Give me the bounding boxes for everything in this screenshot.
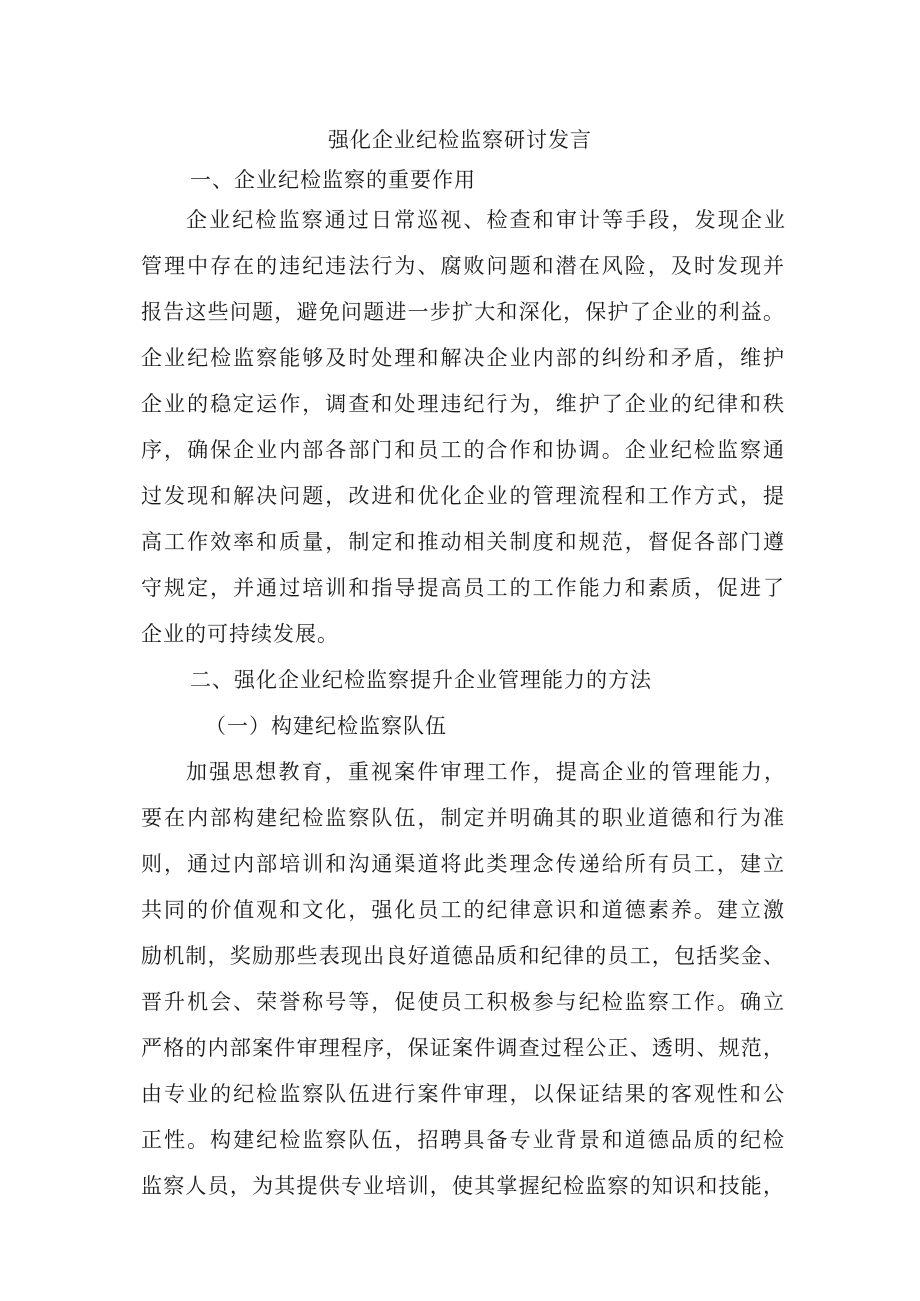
paragraph-line: 正性。构建纪检监察队伍，招聘具备专业背景和道德品质的纪检 [141,1128,785,1152]
paragraph-line: 企业的稳定运作，调查和处理违纪行为，维护了企业的纪律和秩 [141,392,785,416]
paragraph-line: 励机制，奖励那些表现出良好道德品质和纪律的员工，包括奖金、 [141,944,785,968]
paragraph-line: 过发现和解决问题，改进和优化企业的管理流程和工作方式，提 [141,484,785,508]
paragraph-line: 则，通过内部培训和沟通渠道将此类理念传递给所有员工，建立 [141,852,785,876]
paragraph-line: 报告这些问题，避免问题进一步扩大和深化，保护了企业的利益。 [141,300,785,324]
paragraph-line: 晋升机会、荣誉称号等，促使员工积极参与纪检监察工作。确立 [141,990,785,1014]
subsection-heading-1: （一）构建纪检监察队伍 [205,714,447,738]
paragraph-line: 企业纪检监察能够及时处理和解决企业内部的纠纷和矛盾，维护 [141,346,785,370]
paragraph-line: 要在内部构建纪检监察队伍，制定并明确其的职业道德和行为准 [141,806,785,830]
paragraph-line: 管理中存在的违纪违法行为、腐败问题和潜在风险，及时发现并 [141,254,785,278]
section-heading-1: 一、企业纪检监察的重要作用 [190,168,476,192]
section-heading-2: 二、强化企业纪检监察提升企业管理能力的方法 [190,668,652,692]
paragraph-line: 共同的价值观和文化，强化员工的纪律意识和道德素养。建立激 [141,898,785,922]
paragraph-line: 高工作效率和质量，制定和推动相关制度和规范，督促各部门遵 [141,530,785,554]
paragraph-line: 守规定，并通过培训和指导提高员工的工作能力和素质，促进了 [141,576,785,600]
paragraph-line: 加强思想教育，重视案件审理工作，提高企业的管理能力， [186,760,786,784]
paragraph-line: 企业纪检监察通过日常巡视、检查和审计等手段，发现企业 [186,208,786,232]
paragraph-line: 由专业的纪检监察队伍进行案件审理，以保证结果的客观性和公 [141,1082,785,1106]
document-title: 强化企业纪检监察研讨发言 [328,128,592,152]
paragraph-line: 严格的内部案件审理程序，保证案件调查过程公正、透明、规范， [141,1036,785,1060]
paragraph-line: 监察人员，为其提供专业培训，使其掌握纪检监察的知识和技能， [141,1174,785,1198]
paragraph-line: 序，确保企业内部各部门和员工的合作和协调。企业纪检监察通 [141,438,785,462]
paragraph-line: 企业的可持续发展。 [141,622,339,646]
